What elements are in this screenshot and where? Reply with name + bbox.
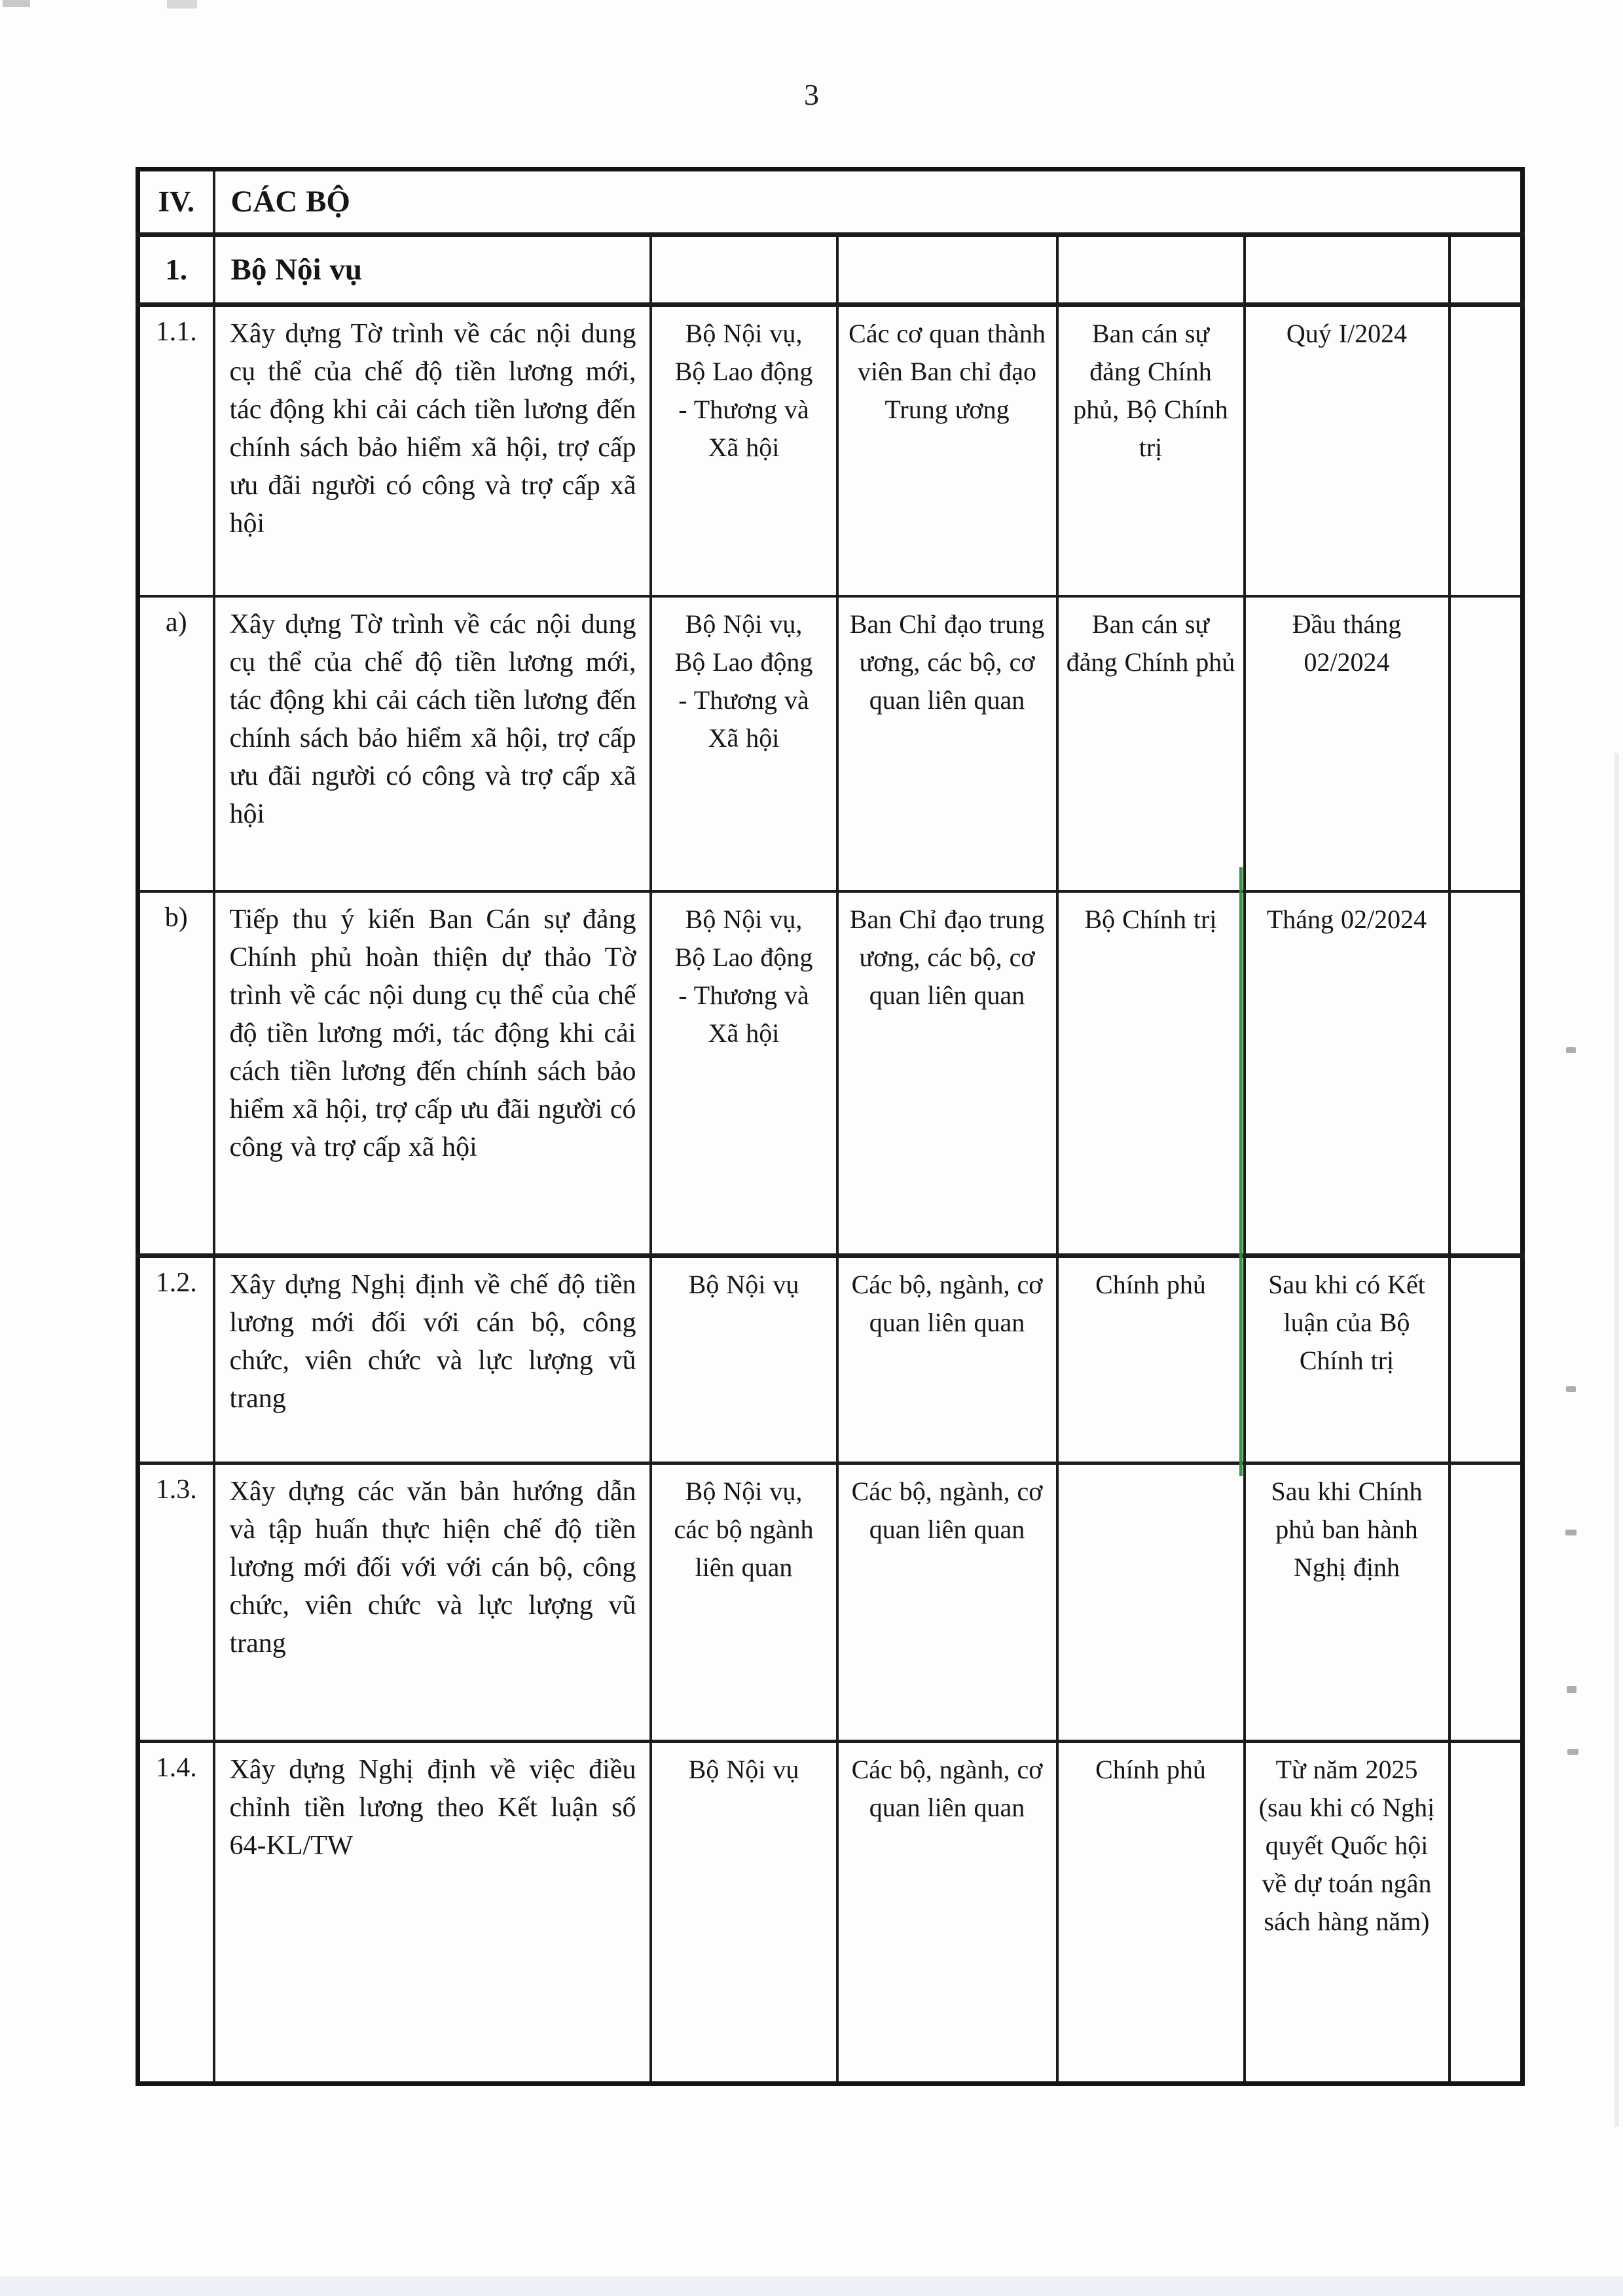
- coordinating-agencies-cell: [837, 235, 1057, 305]
- scan-speck: [1567, 1686, 1577, 1693]
- row-number-cell: 1.2.: [138, 1256, 214, 1463]
- row-number-cell: 1.1.: [138, 305, 214, 596]
- lead-agency-cell: Bộ Nội vụ: [651, 1742, 837, 2084]
- empty-cell: [1450, 891, 1523, 1256]
- table-row: [138, 596, 1523, 891]
- authority-cell: Chính phủ: [1057, 1256, 1245, 1463]
- scan-artifact-blob: [167, 0, 197, 9]
- coordinating-agencies-cell: Ban Chỉ đạo trung ương, các bộ, cơ quan liên quan: [837, 891, 1057, 1256]
- task-cell: CÁC BỘ: [214, 170, 1523, 235]
- scan-speck: [1565, 1530, 1577, 1535]
- scan-speck: [1566, 1047, 1576, 1053]
- row-number-cell: 1.3.: [138, 1463, 214, 1742]
- empty-cell: [1450, 1463, 1523, 1742]
- table-row: [138, 1742, 1523, 2084]
- table-row: [138, 891, 1523, 1256]
- empty-cell: [1450, 1256, 1523, 1463]
- task-cell: Tiếp thu ý kiến Ban Cán sự đảng Chính phủ hoàn thiện dự thảo Tờ trình về các nội dung cụ thể của chế độ tiền lương mới, tác động khi cải cách tiền lương đến chính sách bảo hiểm xã hội, trợ cấp ưu đãi người có công và trợ cấp xã hội: [214, 891, 651, 1256]
- scan-edge-streak: [1614, 753, 1619, 2127]
- table-row: [138, 170, 1523, 235]
- authority-cell: Ban cán sự đảng Chính phủ: [1057, 596, 1245, 891]
- authority-cell: Chính phủ: [1057, 1742, 1245, 2084]
- task-cell: Bộ Nội vụ: [214, 235, 651, 305]
- lead-agency-cell: [651, 235, 837, 305]
- table-row: [138, 305, 1523, 596]
- row-number-cell: b): [138, 891, 214, 1256]
- timeline-cell: Quý I/2024: [1245, 305, 1450, 596]
- authority-cell: Ban cán sự đảng Chính phủ, Bộ Chính trị: [1057, 305, 1245, 596]
- scan-speck: [1567, 1749, 1578, 1755]
- row-number-cell: 1.: [138, 235, 214, 305]
- table-row: [138, 1256, 1523, 1463]
- page-number: 3: [804, 78, 819, 111]
- lead-agency-cell: Bộ Nội vụ: [651, 1256, 837, 1463]
- timeline-cell: Sau khi Chính phủ ban hành Nghị định: [1245, 1463, 1450, 1742]
- coordinating-agencies-cell: Các cơ quan thành viên Ban chỉ đạo Trung ương: [837, 305, 1057, 596]
- task-cell: Xây dựng các văn bản hướng dẫn và tập huấn thực hiện chế độ tiền lương mới đối với với cán bộ, công chức, viên chức và lực lượng vũ trang: [214, 1463, 651, 1742]
- table-row: [138, 1463, 1523, 1742]
- timeline-cell: Sau khi có Kết luận của Bộ Chính trị: [1245, 1256, 1450, 1463]
- lead-agency-cell: Bộ Nội vụ, Bộ Lao động - Thương và Xã hội: [651, 305, 837, 596]
- coordinating-agencies-cell: Các bộ, ngành, cơ quan liên quan: [837, 1256, 1057, 1463]
- coordinating-agencies-cell: Các bộ, ngành, cơ quan liên quan: [837, 1463, 1057, 1742]
- timeline-cell: Tháng 02/2024: [1245, 891, 1450, 1256]
- timeline-cell: [1245, 235, 1450, 305]
- coordinating-agencies-cell: Ban Chỉ đạo trung ương, các bộ, cơ quan liên quan: [837, 596, 1057, 891]
- timeline-cell: Từ năm 2025 (sau khi có Nghị quyết Quốc hội về dự toán ngân sách hàng năm): [1245, 1742, 1450, 2084]
- empty-cell: [1450, 305, 1523, 596]
- coordinating-agencies-cell: Các bộ, ngành, cơ quan liên quan: [837, 1742, 1057, 2084]
- row-number-cell: a): [138, 596, 214, 891]
- empty-cell: [1450, 235, 1523, 305]
- task-cell: Xây dựng Nghị định về chế độ tiền lương mới đối với cán bộ, công chức, viên chức và lực lượng vũ trang: [214, 1256, 651, 1463]
- lead-agency-cell: Bộ Nội vụ, các bộ ngành liên quan: [651, 1463, 837, 1742]
- scan-artifact-blob: [3, 0, 30, 7]
- task-cell: Xây dựng Nghị định về việc điều chỉnh tiền lương theo Kết luận số 64-KL/TW: [214, 1742, 651, 2084]
- timeline-cell: Đầu tháng 02/2024: [1245, 596, 1450, 891]
- scan-green-line-artifact: [1239, 867, 1243, 1476]
- empty-cell: [1450, 1742, 1523, 2084]
- authority-cell: [1057, 1463, 1245, 1742]
- row-number-cell: 1.4.: [138, 1742, 214, 2084]
- task-cell: Xây dựng Tờ trình về các nội dung cụ thể của chế độ tiền lương mới, tác động khi cải cách tiền lương đến chính sách bảo hiểm xã hội, trợ cấp ưu đãi người có công và trợ cấp xã hội: [214, 305, 651, 596]
- scan-speck: [1566, 1386, 1576, 1392]
- lead-agency-cell: Bộ Nội vụ, Bộ Lao động - Thương và Xã hội: [651, 891, 837, 1256]
- task-assignment-table: [136, 167, 1525, 2086]
- empty-cell: [1450, 596, 1523, 891]
- authority-cell: Bộ Chính trị: [1057, 891, 1245, 1256]
- table-row: [138, 235, 1523, 305]
- authority-cell: [1057, 235, 1245, 305]
- lead-agency-cell: Bộ Nội vụ, Bộ Lao động - Thương và Xã hội: [651, 596, 837, 891]
- task-cell: Xây dựng Tờ trình về các nội dung cụ thể của chế độ tiền lương mới, tác động khi cải cách tiền lương đến chính sách bảo hiểm xã hội, trợ cấp ưu đãi người có công và trợ cấp xã hội: [214, 596, 651, 891]
- row-number-cell: IV.: [138, 170, 214, 235]
- scan-bottom-band: [0, 2276, 1623, 2296]
